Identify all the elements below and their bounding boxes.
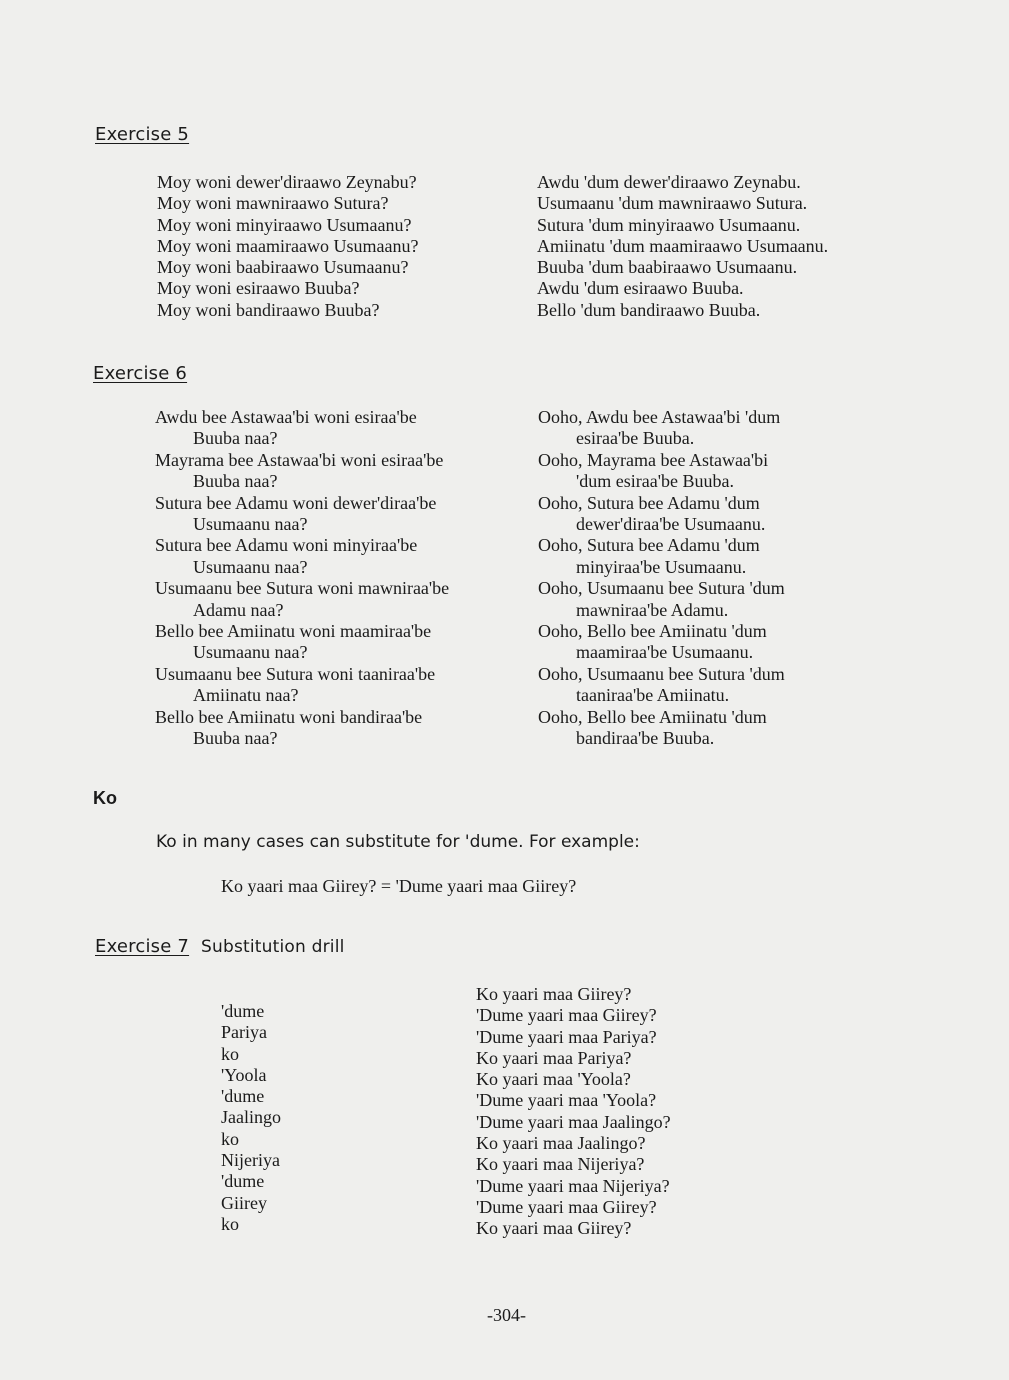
exercise-7-cue: Jaalingo	[221, 1107, 281, 1128]
exercise-5-question: Moy woni dewer'diraawo Zeynabu?	[157, 172, 417, 192]
exercise-5-question: Moy woni baabiraawo Usumaanu?	[157, 257, 409, 278]
exercise-6-question	[155, 407, 449, 450]
exercise-5-question: Moy woni maamiraawo Usumaanu?	[157, 235, 419, 256]
exercise-5-question: Moy woni minyiraawo Usumaanu?	[157, 214, 412, 235]
exercise-6-question-continuation: Adamu naa?	[193, 599, 284, 620]
exercise-6-question	[155, 535, 449, 578]
exercise-7-cue: Pariya	[221, 1022, 267, 1043]
exercise-6-answer-line: Ooho, Mayrama bee Astawaa'bi	[538, 449, 769, 470]
exercise-6-question	[155, 450, 449, 493]
exercise-5-answer: Awdu 'dum esiraawo Buuba.	[537, 278, 744, 299]
exercise-6-question-continuation: Buuba naa?	[193, 428, 278, 449]
exercise-6-answer	[538, 493, 785, 536]
exercise-7-cue: ko	[221, 1128, 239, 1149]
exercise-7-cue: 'Yoola	[221, 1064, 267, 1085]
exercise-5-question: Moy woni mawniraawo Sutura?	[157, 193, 389, 214]
exercise-7-subtitle: Substitution drill	[201, 937, 345, 957]
exercise-6-answer-continuation: minyiraa'be Usumaanu.	[576, 556, 747, 577]
exercise-6-questions	[155, 407, 449, 750]
exercise-6-question-line: Bello bee Amiinatu woni maamiraa'be	[155, 621, 432, 642]
exercise-6-answer-line: Ooho, Usumaanu bee Sutura 'dum	[538, 663, 785, 684]
exercise-5-question: Moy woni esiraawo Buuba?	[157, 278, 360, 299]
exercise-6-title: Exercise 6	[93, 363, 188, 384]
exercise-7-cue: Giirey	[221, 1192, 267, 1213]
exercise-5-answer: Buuba 'dum baabiraawo Usumaanu.	[537, 257, 798, 278]
exercise-6-answer	[538, 407, 785, 450]
exercise-6-answer-continuation: mawniraa'be Adamu.	[576, 599, 729, 620]
exercise-6-question	[155, 578, 449, 621]
exercise-6-answers	[538, 407, 785, 750]
exercise-6-question	[155, 664, 449, 707]
exercise-6-question-line: Sutura bee Adamu woni dewer'diraa'be	[155, 492, 437, 513]
exercise-6-answer-continuation: dewer'diraa'be Usumaanu.	[576, 514, 766, 535]
exercise-7-title: Exercise 7	[95, 936, 190, 957]
exercise-6-question	[155, 493, 449, 536]
exercise-7-sentence: 'Dume yaari maa Giirey?	[476, 1196, 657, 1217]
exercise-6-question-line: Sutura bee Adamu woni minyiraa'be	[155, 535, 418, 556]
exercise-6-question-continuation: Usumaanu naa?	[193, 556, 308, 577]
exercise-6-answer	[538, 450, 785, 493]
exercise-5-heading	[95, 124, 189, 145]
exercise-7-sentence: Ko yaari maa Jaalingo?	[476, 1133, 646, 1154]
exercise-6-answer-line: Ooho, Sutura bee Adamu 'dum	[538, 492, 760, 513]
exercise-6-question-continuation: Usumaanu naa?	[193, 642, 308, 663]
exercise-7-sentence: Ko yaari maa Giirey?	[476, 984, 632, 1004]
exercise-7-cue: 'dume	[221, 1001, 265, 1021]
exercise-7-sentence: 'Dume yaari maa Nijeriya?	[476, 1175, 670, 1196]
exercise-6-answer	[538, 535, 785, 578]
exercise-5-answer: Amiinatu 'dum maamiraawo Usumaanu.	[537, 235, 829, 256]
exercise-5-answer: Usumaanu 'dum mawniraawo Sutura.	[537, 193, 808, 214]
exercise-6-question-line: Mayrama bee Astawaa'bi woni esiraa'be	[155, 449, 444, 470]
exercise-6-answer-continuation: 'dum esiraa'be Buuba.	[576, 471, 734, 492]
exercise-5-questions	[157, 172, 418, 321]
exercise-7-cue: Nijeriya	[221, 1150, 280, 1171]
page-number: -304-	[487, 1305, 526, 1325]
exercise-6-answer-line: Ooho, Usumaanu bee Sutura 'dum	[538, 578, 785, 599]
exercise-7-cue: 'dume	[221, 1171, 265, 1192]
exercise-6-answer	[538, 578, 785, 621]
exercise-6-answer-continuation: bandiraa'be Buuba.	[576, 728, 715, 749]
exercise-5-answers	[537, 172, 828, 321]
exercise-7-sentence: Ko yaari maa Pariya?	[476, 1047, 632, 1068]
exercise-7-sentence: 'Dume yaari maa Giirey?	[476, 1005, 657, 1026]
exercise-6-answer-line: Ooho, Awdu bee Astawaa'bi 'dum	[538, 407, 781, 427]
exercise-6-heading	[93, 363, 187, 384]
exercise-5-title: Exercise 5	[95, 124, 190, 145]
exercise-6-question-line: Bello bee Amiinatu woni bandiraa'be	[155, 706, 423, 727]
exercise-7-cues	[221, 1001, 281, 1235]
exercise-7-sentence: 'Dume yaari maa Pariya?	[476, 1026, 657, 1047]
exercise-7-sentence: 'Dume yaari maa Jaalingo?	[476, 1111, 671, 1132]
exercise-7-sentence: 'Dume yaari maa 'Yoola?	[476, 1090, 657, 1111]
exercise-6-answer-continuation: esiraa'be Buuba.	[576, 428, 695, 449]
exercise-6-answer-continuation: taaniraa'be Amiinatu.	[576, 685, 730, 706]
exercise-6-question	[155, 621, 449, 664]
exercise-6-answer-line: Ooho, Bello bee Amiinatu 'dum	[538, 706, 767, 727]
exercise-5-answer: Awdu 'dum dewer'diraawo Zeynabu.	[537, 172, 801, 192]
exercise-6-answer-line: Ooho, Bello bee Amiinatu 'dum	[538, 621, 767, 642]
exercise-7-cue: 'dume	[221, 1086, 265, 1107]
ko-explanation: Ko in many cases can substitute for 'dume. For example:	[156, 832, 640, 852]
exercise-7-cue: ko	[221, 1043, 239, 1064]
exercise-7-cue: ko	[221, 1213, 239, 1234]
exercise-5-question: Moy woni bandiraawo Buuba?	[157, 299, 380, 320]
exercise-6-question-continuation: Buuba naa?	[193, 728, 278, 749]
exercise-7-sentence: Ko yaari maa 'Yoola?	[476, 1069, 631, 1090]
exercise-6-answer	[538, 621, 785, 664]
exercise-7-sentences	[476, 984, 671, 1240]
exercise-5-answer: Sutura 'dum minyiraawo Usumaanu.	[537, 214, 801, 235]
exercise-6-question-continuation: Buuba naa?	[193, 471, 278, 492]
exercise-6-answer	[538, 707, 785, 750]
exercise-6-answer-line: Ooho, Sutura bee Adamu 'dum	[538, 535, 760, 556]
exercise-6-question-line: Usumaanu bee Sutura woni taaniraa'be	[155, 663, 436, 684]
exercise-6-answer-continuation: maamiraa'be Usumaanu.	[576, 642, 754, 663]
exercise-5-answer: Bello 'dum bandiraawo Buuba.	[537, 299, 761, 320]
exercise-6-answer	[538, 664, 785, 707]
ko-heading: Ko	[93, 788, 117, 808]
exercise-7-sentence: Ko yaari maa Giirey?	[476, 1218, 632, 1239]
ko-example: Ko yaari maa Giirey? = 'Dume yaari maa Giirey?	[221, 876, 577, 896]
exercise-6-question	[155, 707, 449, 750]
exercise-7-sentence: Ko yaari maa Nijeriya?	[476, 1154, 645, 1175]
exercise-6-question-line: Usumaanu bee Sutura woni mawniraa'be	[155, 578, 450, 599]
exercise-6-question-continuation: Usumaanu naa?	[193, 514, 308, 535]
exercise-7-heading	[95, 936, 345, 957]
exercise-6-question-line: Awdu bee Astawaa'bi woni esiraa'be	[155, 407, 417, 427]
exercise-6-question-continuation: Amiinatu naa?	[193, 685, 299, 706]
